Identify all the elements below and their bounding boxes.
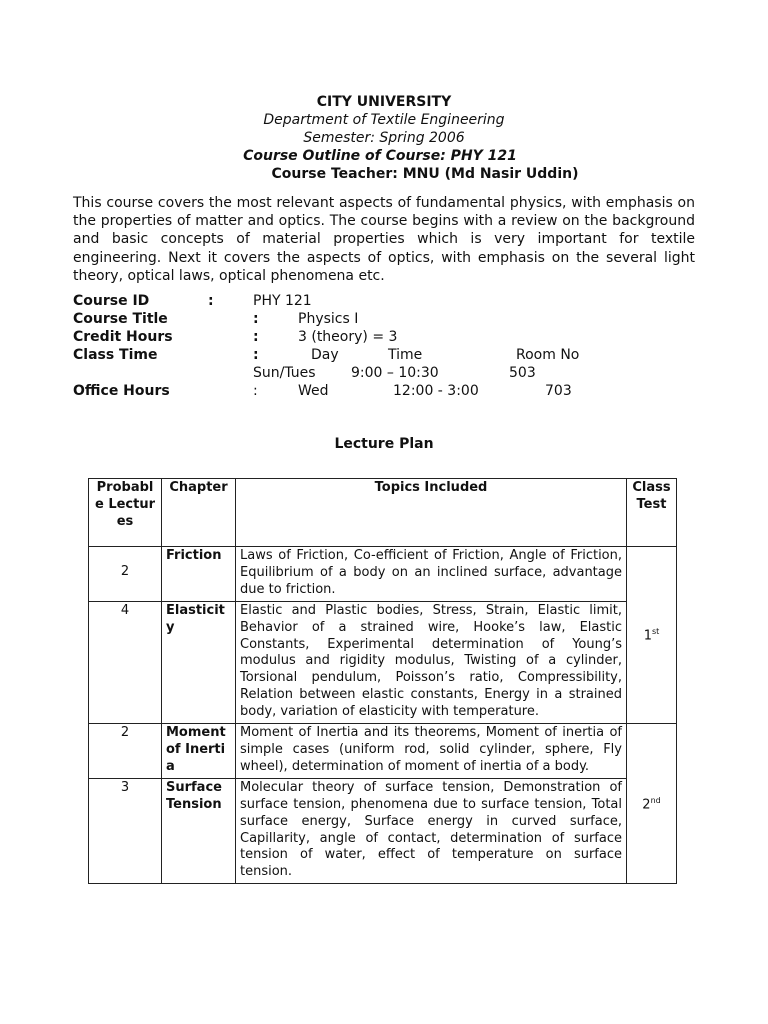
course-id-value: PHY 121 <box>253 293 312 309</box>
table-row <box>89 547 677 602</box>
credit-hours-colon: : <box>253 329 259 345</box>
lecture-plan-title: Lecture Plan <box>334 436 434 452</box>
office-hours-time: 12:00 - 3:00 <box>393 383 479 399</box>
class-time-time: 9:00 – 10:30 <box>351 365 439 381</box>
row-topics: Elastic and Plastic bodies, Stress, Strain, Elastic limit, Behavior of a strained wire, Hooke’s law, Elastic Constants, Experimental determination of Young’s modulus and rigidity modulus, Twisting of a cylinder, Torsional pendulum, Poisson’s ratio, Compressibility, Relation between elastic constants, Energy in a strained body, variation of elasticity with temperature. <box>236 601 627 723</box>
class-time-day-header: Day <box>311 347 339 363</box>
table-row <box>89 778 677 883</box>
class-time-colon: : <box>253 347 259 363</box>
header-probable-lectures: Probable Lectures <box>89 479 162 547</box>
row-lectures: 4 <box>89 601 162 723</box>
row-chapter: Moment of Inertia <box>162 724 236 779</box>
class-test-suffix: st <box>651 626 660 636</box>
department-name: Department of Textile Engineering <box>263 112 505 128</box>
course-id-colon: : <box>208 293 214 309</box>
class-test-cell <box>627 724 677 884</box>
course-outline-title: Course Outline of Course: PHY 121 <box>243 148 517 164</box>
course-title-label: Course Title <box>73 311 168 327</box>
course-description: This course covers the most relevant aspects of fundamental physics, with emphasis on the properties of matter and optics. The course begins with a review on the background and basic concepts of material properties which is very important for textile engineering. Next it covers the aspects of optics, with emphasis on the several light theory, optical laws, optical phenomena etc. <box>73 195 695 284</box>
header-topics: Topics Included <box>236 479 627 547</box>
class-time-room-header: Room No <box>516 347 580 363</box>
header-chapter: Chapter <box>162 479 236 547</box>
table-row <box>89 724 677 779</box>
row-chapter: Friction <box>162 547 236 602</box>
course-id-label: Course ID <box>73 293 150 309</box>
class-time-time-header: Time <box>388 347 423 363</box>
table-header-row <box>89 479 677 547</box>
row-topics: Moment of Inertia and its theorems, Moment of inertia of simple cases (uniform rod, solid cylinder, sphere, Fly wheel), determination of moment of inertia of a body. <box>236 724 627 779</box>
row-topics: Molecular theory of surface tension, Demonstration of surface tension, phenomena due to surface tension, Total surface energy, Surface energy in curved surface, Capillarity, angle of contact, determination of surface tension of water, effect of temperature on surface tension. <box>236 778 627 883</box>
row-lectures: 2 <box>89 724 162 779</box>
course-title-value: Physics I <box>298 311 359 327</box>
class-time-room: 503 <box>509 365 536 381</box>
office-hours-colon: : <box>253 383 258 399</box>
table-row <box>89 601 677 723</box>
credit-hours-label: Credit Hours <box>73 329 173 345</box>
course-info-block <box>73 292 695 404</box>
class-time-label: Class Time <box>73 347 158 363</box>
class-test-number: 1 <box>643 628 652 644</box>
class-test-suffix: nd <box>650 795 661 805</box>
header-class-test: Class Test <box>627 479 677 547</box>
course-title-colon: : <box>253 311 259 327</box>
row-topics: Laws of Friction, Co-efficient of Friction, Angle of Friction, Equilibrium of a body on an inclined surface, advantage due to friction. <box>236 547 627 602</box>
office-hours-room: 703 <box>545 383 572 399</box>
lecture-plan-table <box>88 478 677 884</box>
course-teacher: Course Teacher: MNU (Md Nasir Uddin) <box>271 166 579 182</box>
class-test-number: 2 <box>642 796 651 812</box>
row-chapter: Surface Tension <box>162 778 236 883</box>
credit-hours-value: 3 (theory) = 3 <box>298 329 398 345</box>
class-test-cell <box>627 547 677 724</box>
semester-line: Semester: Spring 2006 <box>303 130 465 146</box>
row-lectures: 2 <box>89 547 162 602</box>
office-hours-day: Wed <box>298 383 329 399</box>
university-name: CITY UNIVERSITY <box>316 94 452 110</box>
row-chapter: Elasticity <box>162 601 236 723</box>
office-hours-label: Office Hours <box>73 383 170 399</box>
row-lectures: 3 <box>89 778 162 883</box>
class-time-day: Sun/Tues <box>253 365 316 381</box>
